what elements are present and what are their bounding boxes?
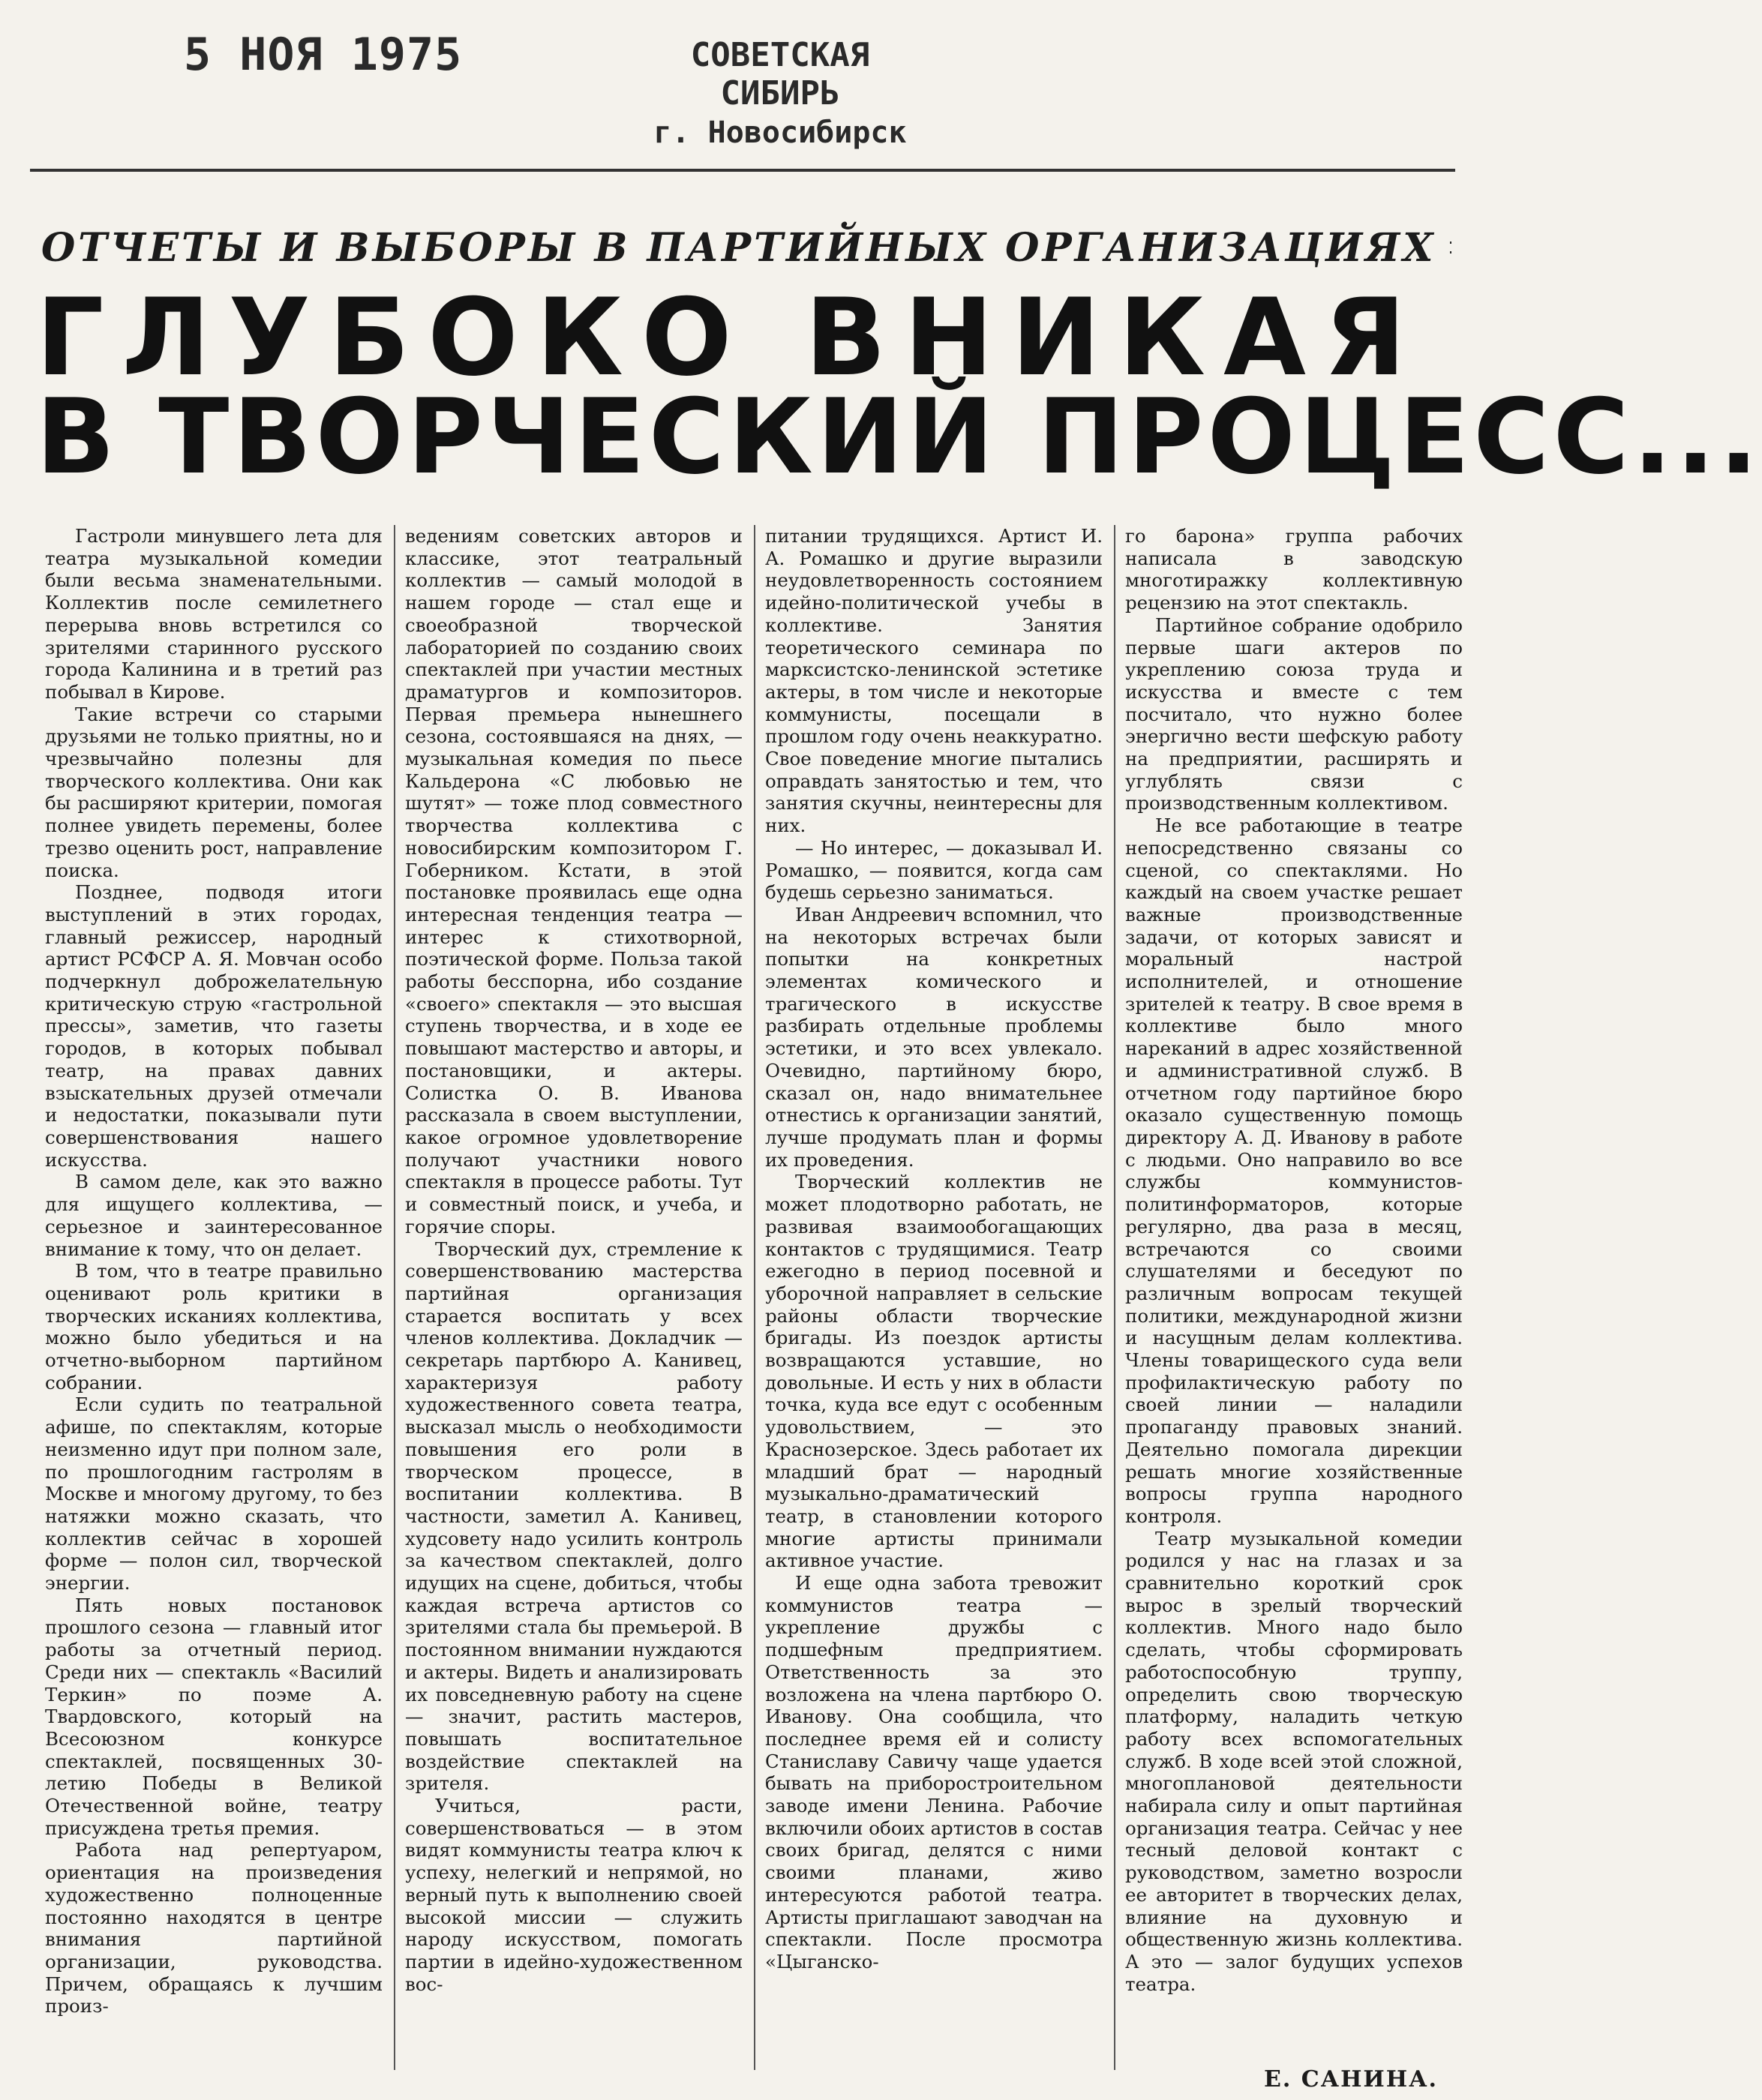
paragraph: И еще одна забота тревожит коммунистов театра — укрепление дружбы с подшефным предприятием. Ответственность за это возложена на члена партбюро О. Иванову. Она сообщила, что последнее время ей и солисту Станиславу Савичу чаще удается бывать на приборостроительном заводе имени Ленина. Рабочие включили обоих артистов в состав своих бригад, делятся с ними своими планами, живо интересуются работой театра. Артисты приглашают заводчан на спектакли. После просмотра «Цыганско- <box>765 1572 1103 1972</box>
paragraph: Такие встречи со старыми друзьями не только приятны, но и чрезвычайно полезны для творческого коллектива. Они как бы расширяют критерии, помогая полнее увидеть перемены, более трезво оценить рост, направление поиска. <box>45 703 383 881</box>
paragraph: Театр музыкальной комедии родился у нас на глазах и за сравнительно короткий срок вырос в зрелый творческий коллектив. Много надо было сделать, чтобы сформировать работоспособную труппу, определить свою творческую платформу, наладить четкую работу всех вспомогательных служб. В ходе всей этой сложной, многоплановой деятельности набирала силу и опыт партийная организация театра. Сейчас у нее тесный деловой контакт с руководством, заметно возросли ее авторитет в творческих делах, влияние на духовную и общественную жизнь коллектива. А это — залог будущих успехов театра. <box>1125 1527 1463 1995</box>
paragraph: Если судить по театральной афише, по спектаклям, которые неизменно идут при полном зале, по прошлогодним гастролям в Москве и многому другому, то без натяжки можно сказать, что коллектив сейчас в хорошей форме — полон сил, творческой энергии. <box>45 1394 383 1594</box>
column-divider <box>394 525 395 2070</box>
article-column-3 <box>765 525 1103 2070</box>
rubric-line <box>1450 242 1452 254</box>
article-column-1 <box>45 525 383 2070</box>
column-divider <box>1114 525 1115 2070</box>
rubric <box>41 225 1451 270</box>
article-column-2 <box>405 525 743 2070</box>
newspaper-city: г. Новосибирск <box>653 116 907 150</box>
rubric-text: ОТЧЕТЫ И ВЫБОРЫ В ПАРТИЙНЫХ ОРГАНИЗАЦИЯХ <box>41 224 1436 271</box>
paragraph: Учиться, расти, совершенствоваться — в этом видят коммунисты театра ключ к успеху, нелегкий и непрямой, но верный путь к выполнению своей высокой миссии — служить народу искусством, помогать партии в идейно-художественном вос- <box>405 1795 743 1995</box>
paragraph: Работа над репертуаром, ориентация на произведения художественно полноценные постоянно находятся в центре внимания партийной организации, руководства. Причем, обращаясь к лучшим произ- <box>45 1839 383 2018</box>
article-column-4 <box>1125 525 1463 2070</box>
paragraph: Иван Андреевич вспомнил, что на некоторых встречах были попытки на конкретных элементах комического и трагического в искусстве разбирать отдельные проблемы эстетики, и это всех увлекало. Очевидно, партийному бюро, сказал он, надо внимательнее отнестись к организации занятий, лучше продумать план и формы их проведения. <box>765 903 1103 1171</box>
paragraph: Творческий дух, стремление к совершенствованию мастерства партийная организация старается воспитать у всех членов коллектива. Докладчик — секретарь партбюро А. Канивец, характеризуя работу художественного совета театра, высказал мысль о необходимости повышения его роли в творческом процессе, в воспитании коллектива. В частности, заметил А. Канивец, худсовету надо усилить контроль за качеством спектаклей, долго идущих на сцене, добиться, чтобы каждая встреча артистов со зрителями стала бы премьерой. В постоянном внимании нуждаются и актеры. Видеть и анализировать их повседневную работу на сцене — значит, растить мастеров, повышать воспитательное воздействие спектаклей на зрителя. <box>405 1238 743 1795</box>
headline-line-1: ГЛУБОКО ВНИКАЯ <box>36 276 1424 400</box>
paragraph: Гастроли минувшего лета для театра музыкальной комедии были весьма знаменательными. Коллектив после семилетнего перерыва вновь встретился со зрителями старинного русского города Калинина и в третий раз побывал в Кирове. <box>45 525 383 703</box>
paragraph: Творческий коллектив не может плодотворно работать, не развивая взаимообогащающих контактов с трудящимися. Театр ежегодно в период посевной и уборочной направляет в сельские районы области творческие бригады. Из поездок артисты возвращаются уставшие, но довольные. И есть у них в области точка, куда все едут с особенным удовольствием, — это Краснозерское. Здесь работает их младший брат — народный музыкально-драматический театр, в становлении которого многие артисты принимали активное участие. <box>765 1171 1103 1572</box>
top-divider <box>30 169 1455 172</box>
author-signature: Е. САНИНА. <box>1264 2066 1438 2092</box>
paragraph: Партийное собрание одобрило первые шаги актеров по укреплению союза труда и искусства и вместе с тем посчитало, что нужно более энергично вести шефскую работу на предприятии, расширять и углублять связи с производственным коллективом. <box>1125 614 1463 814</box>
paragraph: Не все работающие в театре непосредственно связаны со сценой, со спектаклями. Но каждый на своем участке решает важные производственные задачи, от которых зависят и моральный настрой исполнителей, и отношение зрителей к театру. В свое время в коллективе было много нареканий в адрес хозяйственной и административной служб. В отчетном году партийное бюро оказало существенную помощь директору А. Д. Иванову в работе с людьми. Оно направило во все службы коммунистов-политинформаторов, которые регулярно, два раза в месяц, встречаются со своими слушателями и беседуют по различным вопросам текущей политики, международной жизни и насущным делам коллектива. Члены товарищеского суда вели профилактическую работу по своей линии — наладили пропаганду правовых знаний. Деятельно помогала дирекции решать многие хозяйственные вопросы группа народного контроля. <box>1125 814 1463 1527</box>
date-stamp: 5 НОЯ 1975 <box>184 28 463 81</box>
paragraph: — Но интерес, — доказывал И. Ромашко, — появится, когда сам будешь серьезно заниматься. <box>765 836 1103 904</box>
column-divider <box>754 525 755 2070</box>
headline-line-2: В ТВОРЧЕСКИЙ ПРОЦЕСС... <box>36 376 1762 497</box>
newspaper-source <box>623 36 938 150</box>
paragraph: В том, что в театре правильно оценивают роль критики в творческих исканиях коллектива, можно было убедиться и на отчетно-выборном партийном собрании. <box>45 1260 383 1394</box>
headline <box>36 276 1762 497</box>
paragraph: Позднее, подводя итоги выступлений в этих городах, главный режиссер, народный артист РСФСР А. Я. Мовчан особо подчеркнул доброжелательную критическую струю «гастрольной прессы», заметив, что газеты городов, в которых побывал театр, на правах давних взыскательных друзей отмечали и недостатки, показывали пути совершенствования нашего искусства. <box>45 881 383 1171</box>
paragraph: ведениям советских авторов и классике, этот театральный коллектив — самый молодой в нашем городе — стал еще и своеобразной творческой лабораторией по созданию своих спектаклей при участии местных драматургов и композиторов. Первая премьера нынешнего сезона, состоявшаяся на днях, — музыкальная комедия по пьесе Кальдерона «С любовью не шутят» — тоже плод совместного творчества коллектива с новосибирским композитором Г. Гоберником. Кстати, в этой постановке проявилась еще одна интересная тенденция театра — интерес к стихотворной, поэтической форме. Польза такой работы бесспорна, ибо создание «своего» спектакля — это высшая ступень творчества, и в ходе ее повышают мастерство и авторы, и постановщики, и актеры. Солистка О. В. Иванова рассказала в своем выступлении, какое огромное удовлетворение получают участники нового спектакля в процессе работы. Тут и совместный поиск, и учеба, и горячие споры. <box>405 525 743 1238</box>
paragraph: питании трудящихся. Артист И. А. Ромашко и другие выразили неудовлетворенность состоянием идейно-политической учебы в коллективе. Занятия теоретического семинара по марксистско-ленинской эстетике актеры, в том числе и некоторые коммунисты, посещали в прошлом году очень неаккуратно. Свое поведение многие пытались оправдать занятостью и тем, что занятия скучны, неинтересны для них. <box>765 525 1103 837</box>
newspaper-name: СОВЕТСКАЯ СИБИРЬ <box>690 36 870 112</box>
paragraph: В самом деле, как это важно для ищущего коллектива, — серьезное и заинтересованное внимание к тому, что он делает. <box>45 1171 383 1260</box>
paragraph: го барона» группа рабочих написала в заводскую многотиражку коллективную рецензию на этот спектакль. <box>1125 525 1463 614</box>
paragraph: Пять новых постановок прошлого сезона — главный итог работы за отчетный период. Среди них — спектакль «Василий Теркин» по поэме А. Твардовского, который на Всесоюзном конкурсе спектаклей, посвященных 30-летию Победы в Великой Отечественной войне, театру присуждена третья премия. <box>45 1594 383 1839</box>
